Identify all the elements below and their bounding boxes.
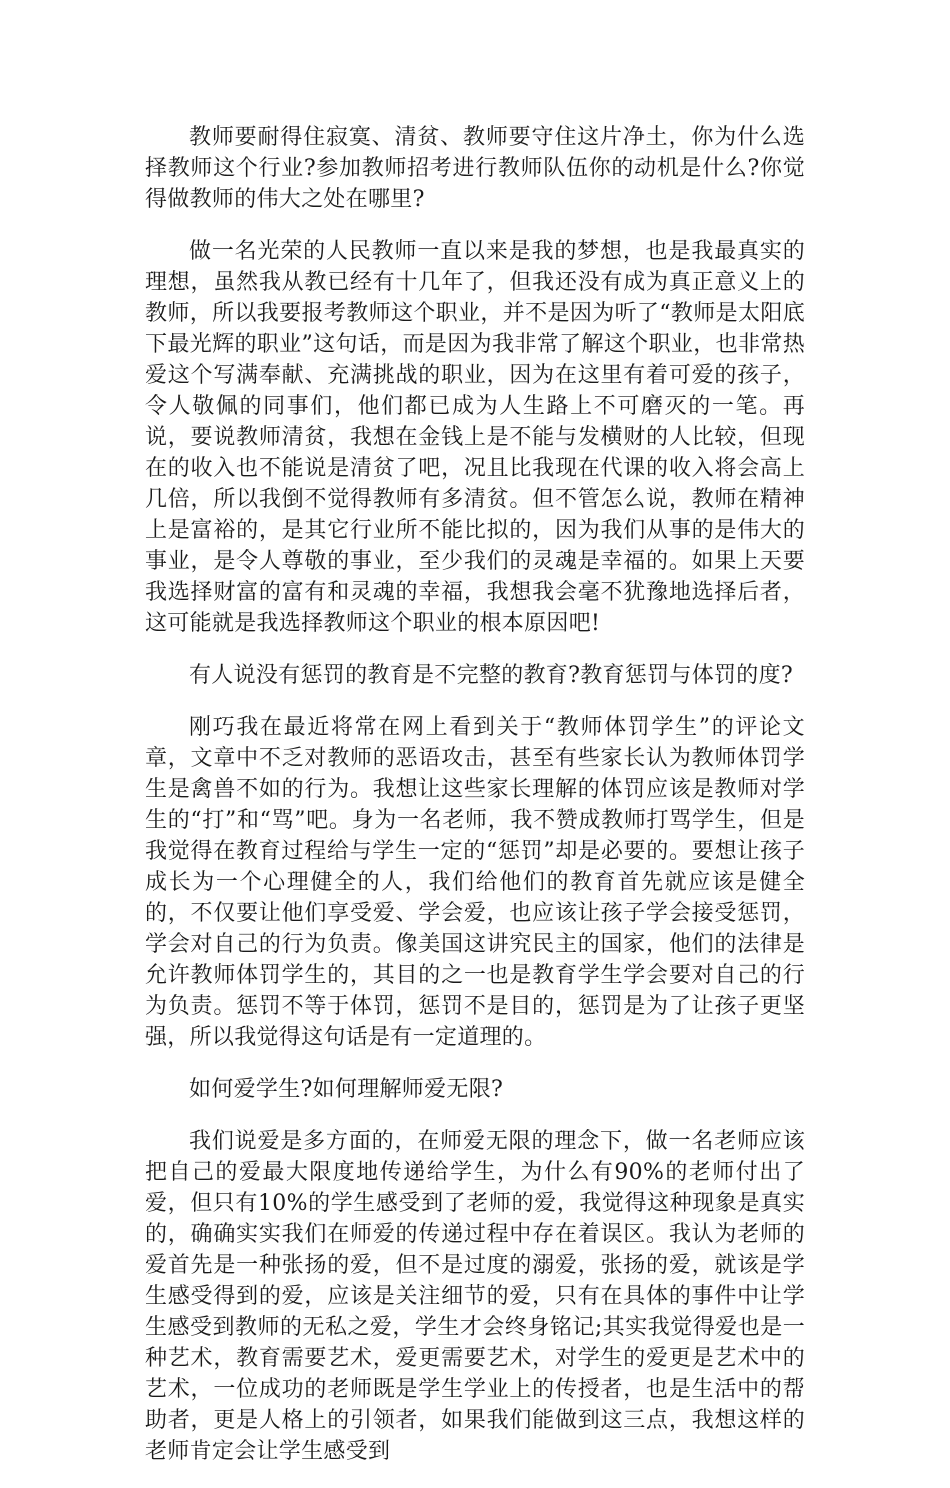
question-paragraph-3: 如何爱学生?如何理解师爱无限? [189, 1077, 504, 1102]
document-body [145, 122, 805, 1488]
answer-paragraph-3: 我们说爱是多方面的，在师爱无限的理念下，做一名老师应该把自己的爱最大限度地传递给学生，为什么有90%的老师付出了爱，但只有10%的学生感受到了老师的爱，我觉得这种现象是真实的，确确实实我们在师爱的传递过程中存在着误区。我认为老师的爱首先是一种张扬的爱，但不是过度的溺爱，张扬的爱，就该是学生感受得到的爱，应该是关注细节的爱，只有在具体的事件中让学生感受到教师的无私之爱，学生才会终身铭记;其实我觉得爱也是一种艺术，教育需要艺术，爱更需要艺术，对学生的爱更是艺术中的艺术，一位成功的老师既是学生学业上的传授者，也是生活中的帮助者，更是人格上的引领者，如果我们能做到这三点，我想这样的老师肯定会让学生感受到 [145, 1129, 805, 1464]
answer-paragraph-1: 做一名光荣的人民教师一直以来是我的梦想，也是我最真实的理想，虽然我从教已经有十几年了，但我还没有成为真正意义上的教师，所以我要报考教师这个职业，并不是因为听了“教师是太阳底下最光辉的职业”这句话，而是因为我非常了解这个职业，也非常热爱这个写满奉献、充满挑战的职业，因为在这里有着可爱的孩子，令人敬佩的同事们，他们都已成为人生路上不可磨灭的一笔。再说，要说教师清贫，我想在金钱上是不能与发横财的人比较，但现在的收入也不能说是清贫了吧，况且比我现在代课的收入将会高上几倍，所以我倒不觉得教师有多清贫。但不管怎么说，教师在精神上是富裕的，是其它行业所不能比拟的，因为我们从事的是伟大的事业，是令人尊敬的事业，至少我们的灵魂是幸福的。如果上天要我选择财富的富有和灵魂的幸福，我想我会毫不犹豫地选择后者，这可能就是我选择教师这个职业的根本原因吧! [145, 239, 805, 636]
question-paragraph-1: 教师要耐得住寂寞、清贫、教师要守住这片净土，你为什么选择教师这个行业?参加教师招考进行教师队伍你的动机是什么?你觉得做教师的伟大之处在哪里? [145, 125, 805, 212]
answer-paragraph-2: 刚巧我在最近将常在网上看到关于“教师体罚学生”的评论文章，文章中不乏对教师的恶语攻击，甚至有些家长认为教师体罚学生是禽兽不如的行为。我想让这些家长理解的体罚应该是教师对学生的“打”和“骂”吧。身为一名老师，我不赞成教师打骂学生，但是我觉得在教育过程给与学生一定的“惩罚”却是必要的。要想让孩子成长为一个心理健全的人，我们给他们的教育首先就应该是健全的，不仅要让他们享受爱、学会爱，也应该让孩子学会接受惩罚，学会对自己的行为负责。像美国这讲究民主的国家，他们的法律是允许教师体罚学生的，其目的之一也是教育学生学会要对自己的行为负责。惩罚不等于体罚，惩罚不是目的，惩罚是为了让孩子更坚强，所以我觉得这句话是有一定道理的。 [145, 715, 805, 1050]
question-paragraph-2: 有人说没有惩罚的教育是不完整的教育?教育惩罚与体罚的度? [189, 663, 793, 688]
